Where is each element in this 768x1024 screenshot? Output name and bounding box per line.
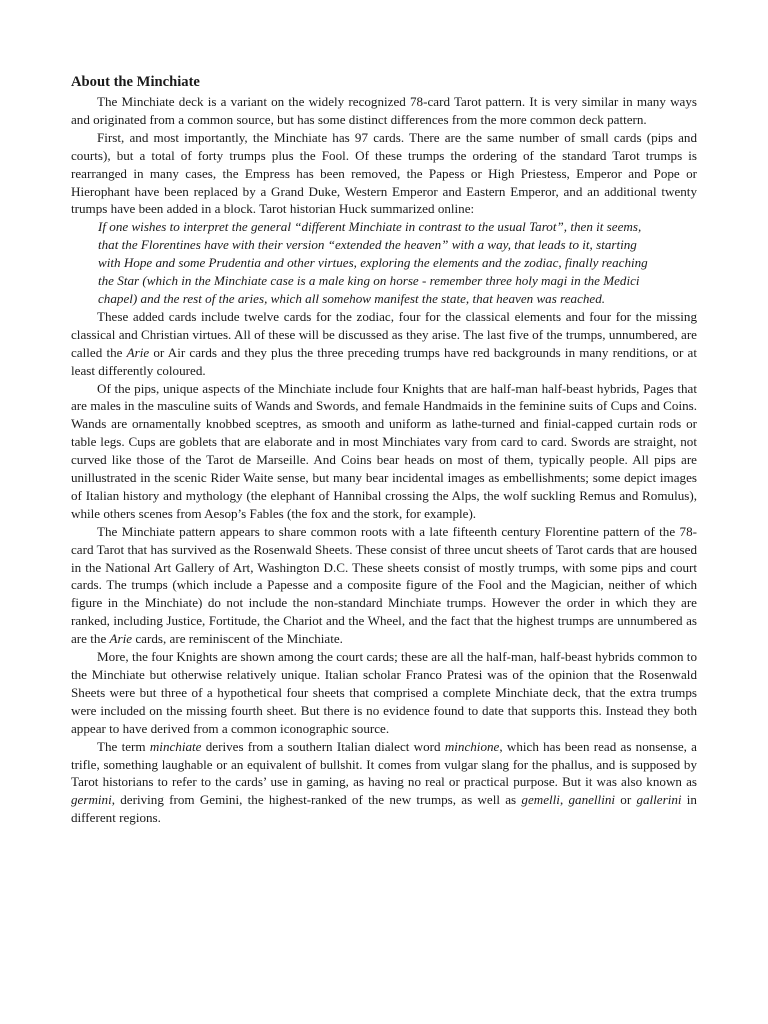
emphasis-arie: Arie [109,631,133,647]
paragraph-pips: Of the pips, unique aspects of the Minchiate include four Knights that are half-man half-beast hybrids, Pages that are males in the masculine suits of Wands and Swords, and female Handmaids in the feminine suits of Cups and Coins. Wands are ornamentally knobbed sceptres, as smooth and uniform as lathe-turned and finial-capped curtain rods or table legs. Cups are goblets that are elaborate and in most Minchiates vary from card to card. Swords are straight, not curved like those of the Tarot de Marseille. And Coins bear heads on most of them, typically people. All pips are unillustrated in the scenic Rider Waite sense, but many bear incidental images as embellishments; some depict images of Italian history and mythology (the elephant of Hannibal crossing the Alps, the wolf suckling Remus and Romulus), while others scenes from Aesop’s Fables (the fox and the stork, for example). [71,380,697,521]
paragraph-card-count: First, and most importantly, the Minchiate has 97 cards. There are the same number of small cards (pips and courts), but a total of forty trumps plus the Fool. Of these trumps the ordering of the standard Tarot trumps is rearranged in many cases, the Empress has been removed, the Papess or High Priestess, Emperor and Pope or Hierophant have been replaced by a Grand Duke, Western Emperor and Eastern Emperor, and an additional twenty trumps have been added in a block. Tarot historian Huck summarized online: [71,129,697,217]
emphasis-arie: Arie [126,344,150,360]
paragraph-intro: The Minchiate deck is a variant on the widely recognized 78-card Tarot pattern. It is very similar in many ways and originated from a common source, but has some distinct differences from the more common deck pattern. [71,94,697,127]
emphasis-gallerini: gallerini [636,792,682,808]
emphasis-minchiate: minchiate [149,738,202,754]
paragraph-added-cards: These added cards include twelve cards for the zodiac, four for the classical elements and four for the missing classical and Christian virtues. All of these will be discussed as they arise. The last five of the trumps, unnumbered, are called the Arie or Air cards and they plus the three preceding trumps have red backgrounds in many renditions, or at least differently coloured. [71,308,697,378]
emphasis-gemelli: gemelli [521,792,560,808]
paragraph-rosenwald: The Minchiate pattern appears to share common roots with a late fifteenth century Florentine pattern of the 78-card Tarot that has survived as the Rosenwald Sheets. These consist of three uncut sheets of Tarot cards that are housed in the National Art Gallery of Art, Washington D.C. These sheets consist of mostly trumps, with some pips and court cards. The trumps (which include a Papesse and a composite figure of the Fool and the Magician, neither of which figure in the Minchiate) do not include the non-standard Minchiate trumps. However the order in which they are ranked, including Justice, Fortitude, the Chariot and the Wheel, and the fact that the highest trumps are unnumbered as are the Arie cards, are reminiscent of the Minchiate. [71,523,697,647]
emphasis-germini: germini [71,792,112,808]
paragraph-knights: More, the four Knights are shown among the court cards; these are all the half-man, half-beast hybrids common to the Minchiate but otherwise relatively unique. Italian scholar Franco Pratesi was of the opinion that the Rosenwald Sheets were but three of a hypothetical four sheets that comprised a complete Minchiate deck, that the extra trumps were included on the missing fourth sheet. But there is no evidence found to date that supports this. Instead they both appear to have derived from a common iconographic source. [71,649,697,736]
emphasis-ganellini: ganellini [568,792,616,808]
section-heading: About the Minchiate [71,74,200,90]
document-page [71,73,697,827]
emphasis-minchione: minchione [444,738,500,754]
paragraph-etymology: The term minchiate derives from a southern Italian dialect word minchione, which has been read as nonsense, a trifle, something laughable or an equivalent of bullshit. It comes from vulgar slang for the phallus, and is supposed by Tarot historians to refer to the cards’ use in gaming, as having no real or practical purpose. But it was also known as germini, deriving from Gemini, the highest-ranked of the new trumps, as well as gemelli, ganellini or gallerini in different regions. [71,738,697,826]
quotation-huck: If one wishes to interpret the general “different Minchiate in contrast to the usual Tarot”, then it seems, that the Florentines have with their version “extended the heaven” with a way, that leads to it, starting with Hope and some Prudentia and other virtues, exploring the elements and the zodiac, finally reaching the Star (which in the Minchiate case is a male king on horse - remember three holy magi in the Medici chapel) and the rest of the aries, which all somehow manifest the state, that heaven was reached. [98,219,648,306]
